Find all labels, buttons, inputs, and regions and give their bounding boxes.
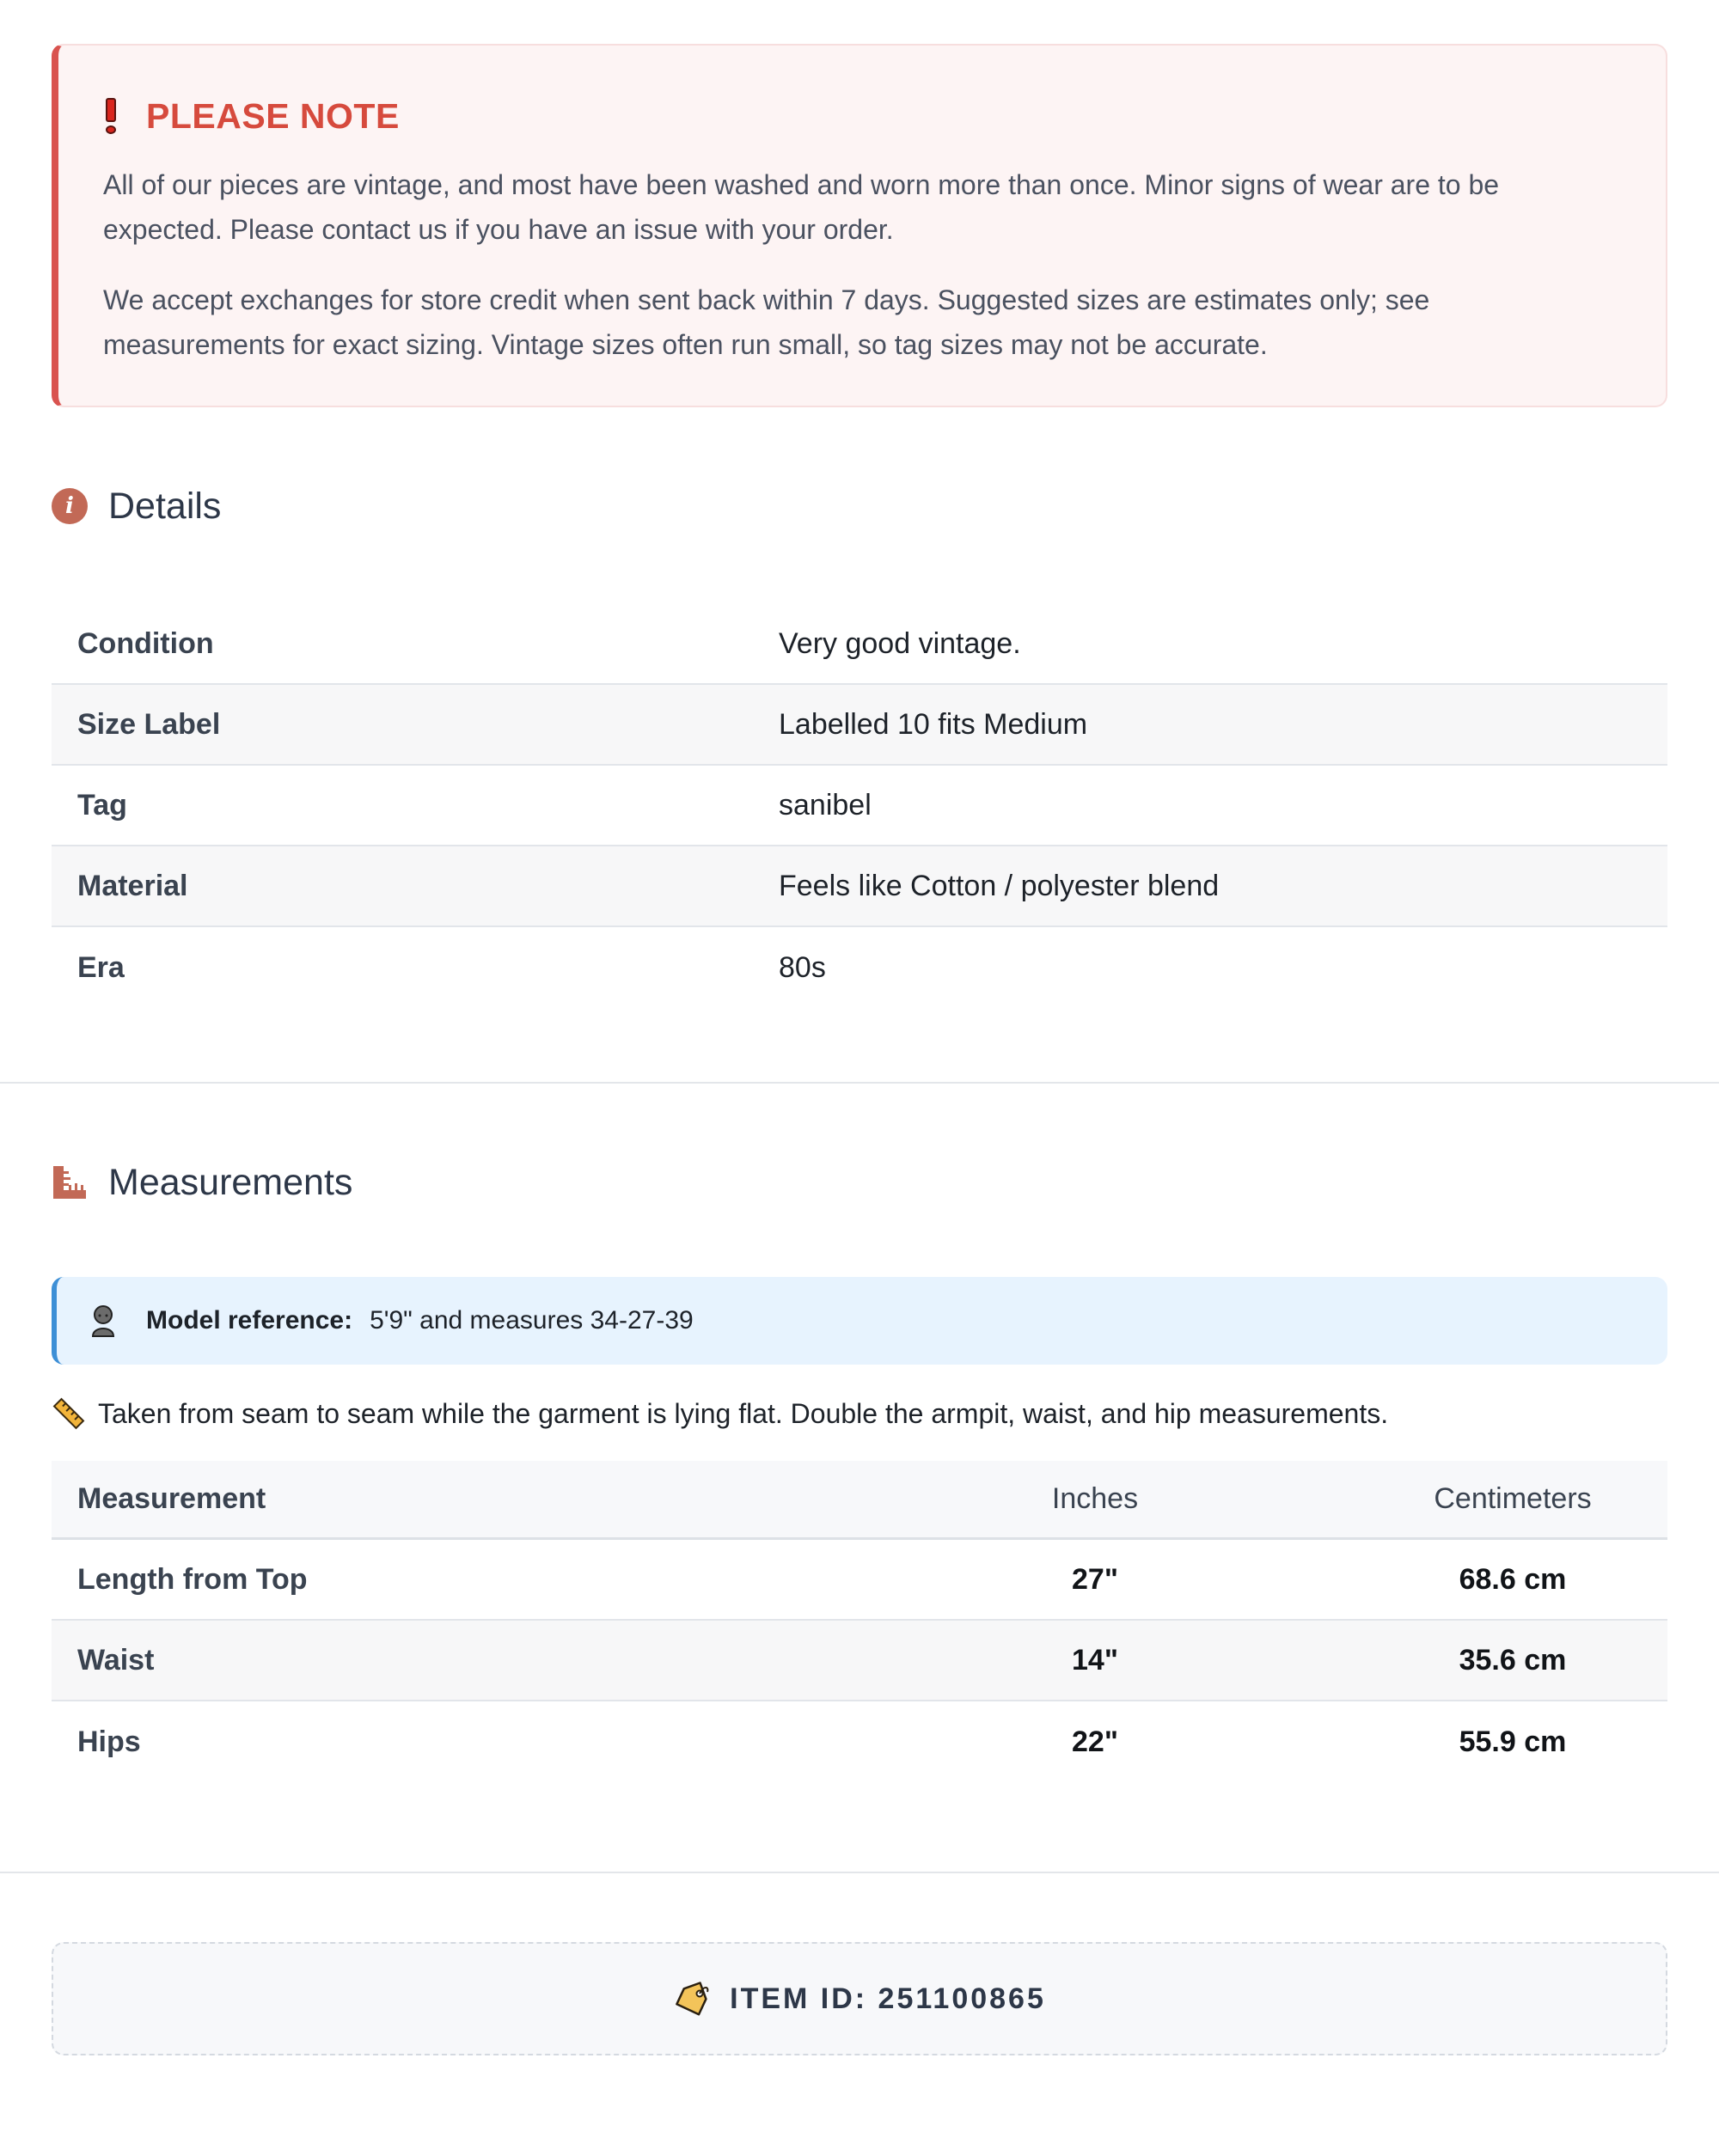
measurement-cm: 68.6 cm [1459,1562,1567,1596]
notice-title-text: PLEASE NOTE [146,95,400,136]
measurements-table [52,1461,1667,1782]
model-reference-box [52,1277,1667,1365]
item-id-text: ITEM ID: 251100865 [730,1982,1046,2015]
exclamation-icon [103,98,119,134]
measurement-name: Hips [77,1725,141,1758]
tag-icon [673,1982,711,2016]
details-table [52,604,1667,1008]
notice-title [103,94,1618,138]
item-id-box [52,1942,1667,2055]
measurement-inches: 22" [1072,1725,1118,1758]
column-header-inches: Inches [1051,1482,1139,1515]
model-reference-label: Model reference: [146,1306,353,1335]
ruler-icon [52,1164,88,1200]
details-key: Size Label [77,707,221,741]
measuring-note-text: Taken from seam to seam while the garment is lying flat. Double the armpit, waist, and hip measurements. [98,1397,1389,1429]
details-row [52,846,1667,927]
table-row [52,1621,1667,1701]
details-key: Condition [77,626,214,660]
model-reference-value: 5'9" and measures 34-27-39 [370,1306,694,1335]
details-key: Era [77,950,125,984]
please-note-notice [52,44,1667,407]
notice-paragraph-2: We accept exchanges for store credit when sent back within 7 days. Suggested sizes are estimates only; see measurements for exact sizing. Vintage sizes often run small, so tag sizes may not be accurate. [103,284,1430,360]
section-divider [0,1872,1719,1873]
details-value: 80s [779,950,826,984]
measurements-heading [52,1157,1667,1208]
details-value: Labelled 10 fits Medium [779,707,1088,741]
measurement-name: Length from Top [77,1562,308,1596]
column-header-centimeters: Centimeters [1434,1482,1592,1515]
measuring-note [52,1392,1667,1435]
details-value: Feels like Cotton / polyester blend [779,869,1220,902]
measurement-name: Waist [77,1643,155,1677]
details-heading-text: Details [108,485,222,527]
details-key: Material [77,869,188,902]
table-row [52,1540,1667,1621]
details-heading [52,480,1667,532]
section-divider [0,1082,1719,1084]
measurement-inches: 27" [1072,1562,1118,1596]
details-row [52,604,1667,685]
column-header-measurement: Measurement [77,1482,266,1515]
details-value: Very good vintage. [779,626,1021,660]
table-header-row [52,1461,1667,1540]
details-row [52,927,1667,1008]
measurement-cm: 55.9 cm [1459,1725,1567,1758]
measurement-inches: 14" [1072,1643,1118,1677]
info-icon: i [52,488,88,524]
measurement-cm: 35.6 cm [1459,1643,1567,1677]
details-key: Tag [77,788,127,821]
details-row [52,685,1667,766]
details-value: sanibel [779,788,872,821]
straight-ruler-icon [52,1396,86,1431]
person-icon [89,1304,117,1338]
details-row [52,766,1667,846]
notice-paragraph-1: All of our pieces are vintage, and most have been washed and worn more than once. Minor signs of wear are to be expected. Please contact us if you have an issue with your order. [103,169,1500,245]
table-row [52,1701,1667,1782]
measurements-heading-text: Measurements [108,1161,353,1203]
